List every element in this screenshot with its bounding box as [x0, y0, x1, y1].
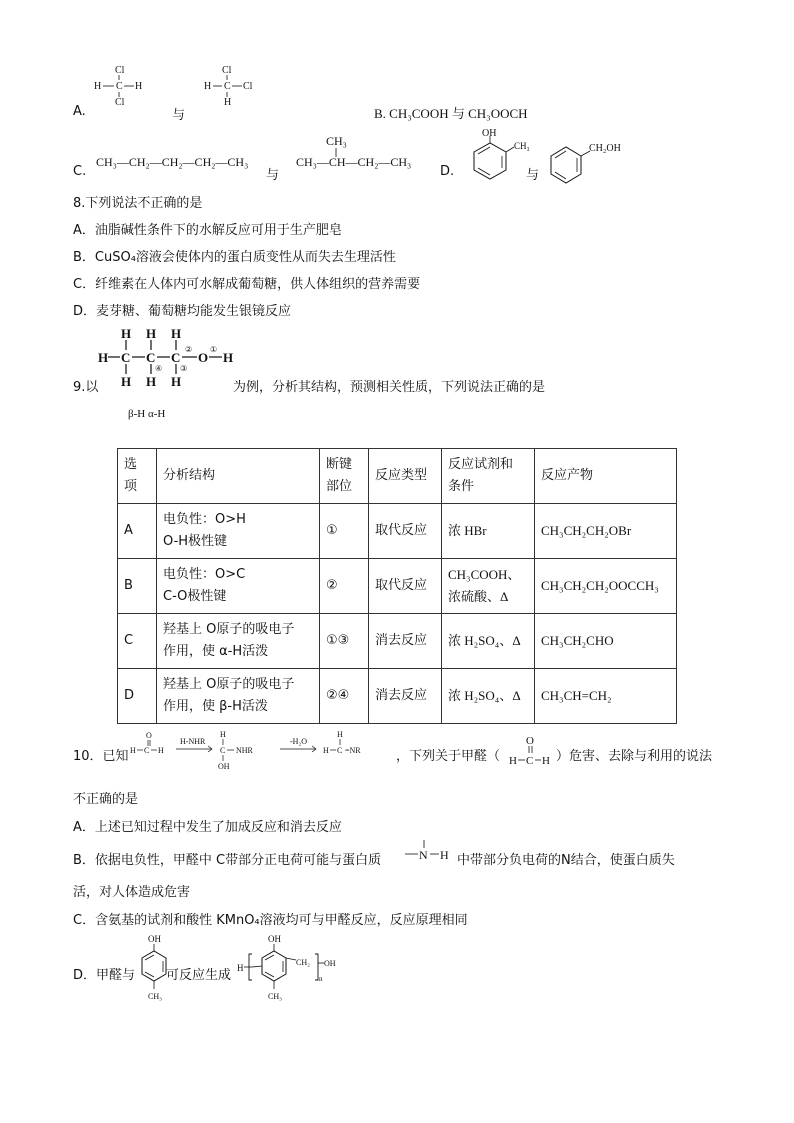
svg-text:C: C	[121, 350, 131, 365]
q9-table-header: 选 项 分析结构 断键 部位 反应类型 反应试剂和 条件 反应产物	[118, 449, 677, 504]
svg-text:C: C	[526, 755, 534, 767]
svg-text:H: H	[171, 374, 182, 389]
q7-with-c: 与	[266, 168, 280, 183]
q7-d-right-structure	[543, 136, 643, 192]
q10-option-a: A．上述已知过程中发生了加成反应和消去反应	[73, 820, 342, 835]
svg-text:Cl: Cl	[115, 65, 125, 76]
svg-text:①: ①	[210, 345, 218, 354]
svg-text:H: H	[146, 326, 157, 341]
svg-text:OH: OH	[482, 128, 497, 139]
q10-number: 10．已知	[73, 749, 129, 764]
svg-text:H: H	[121, 326, 132, 341]
q10-option-d-pre: D．甲醛与	[73, 968, 136, 983]
svg-text:NHR: NHR	[236, 746, 253, 755]
svg-text:OH: OH	[148, 934, 161, 944]
svg-text:CH₂OH: CH₂OH	[589, 143, 621, 154]
svg-text:C: C	[171, 350, 181, 365]
q10-option-b-line2: 活，对人体造成危害	[73, 885, 191, 900]
q7-c-right-branch: CH₃	[326, 134, 347, 148]
svg-text:O: O	[146, 731, 152, 740]
svg-text:H: H	[237, 963, 244, 973]
q10-stem-mid: ，下列关于甲醛（	[396, 749, 501, 764]
q10-option-b-post: 中带部分负电荷的N结合，使蛋白质失	[457, 853, 675, 868]
q8-stem: 8.下列说法不正确的是	[73, 196, 203, 211]
svg-text:n: n	[319, 975, 323, 983]
svg-text:H: H	[542, 755, 550, 767]
q10-formaldehyde-structure	[508, 734, 554, 770]
q7-d-left-structure	[452, 130, 532, 192]
svg-text:CH₂: CH₂	[296, 958, 310, 967]
q7-with-a: 与	[172, 108, 186, 123]
q9-beta-alpha-label: β-H α-H	[128, 408, 166, 420]
svg-text:H: H	[158, 746, 164, 755]
q9-number: 9.以	[73, 380, 99, 395]
q7-a-right-structure	[204, 62, 280, 112]
q10-stem-line2: 不正确的是	[73, 792, 139, 807]
svg-text:CH₃: CH₃	[148, 992, 162, 1001]
svg-text:OH: OH	[218, 762, 230, 771]
svg-text:H: H	[337, 730, 343, 739]
svg-text:-H₂O: -H₂O	[290, 737, 308, 746]
q9-propanol-structure	[94, 326, 244, 388]
q7-c-right-formula: CH₃—CH—CH₂—CH₃	[296, 155, 412, 169]
q10-nh-structure	[403, 838, 453, 864]
svg-text:C: C	[146, 350, 156, 365]
table-row: C 羟基上 O原子的吸电子 作用，使 α-H活泼 ①③ 消去反应 浓 H₂SO₄、Δ CH₃CH₂CHO	[118, 614, 677, 669]
q8-option-d: D．麦芽糖、葡萄糖均能发生银镜反应	[73, 304, 292, 319]
svg-text:H: H	[98, 350, 109, 365]
svg-text:C: C	[224, 81, 231, 92]
svg-text:H: H	[146, 374, 157, 389]
svg-text:Cl: Cl	[115, 97, 125, 108]
svg-text:H: H	[224, 97, 232, 108]
svg-text:OH: OH	[324, 959, 336, 968]
svg-text:H: H	[121, 374, 132, 389]
svg-text:H: H	[204, 81, 212, 92]
q9-table	[117, 448, 677, 724]
table-row: D 羟基上 O原子的吸电子 作用，使 β-H活泼 ②④ 消去反应 浓 H₂SO₄、Δ CH₃CH=CH₂	[118, 669, 677, 724]
q9-stem: 为例，分析其结构，预测相关性质，下列说法正确的是	[233, 380, 546, 395]
q8-option-b: B．CuSO₄溶液会使体内的蛋白质变性从而失去生理活性	[73, 250, 396, 265]
svg-text:H: H	[220, 730, 226, 739]
svg-text:H: H	[223, 350, 234, 365]
q8-option-c: C．纤维素在人体内可水解成葡萄糖，供人体组织的营养需要	[73, 277, 421, 292]
svg-text:C: C	[337, 746, 343, 755]
svg-text:④: ④	[155, 364, 163, 373]
q7-a-left-structure	[90, 62, 150, 112]
svg-text:H: H	[94, 81, 102, 92]
svg-text:Cl: Cl	[222, 65, 232, 76]
q8-option-a: A．油脂碱性条件下的水解反应可用于生产肥皂	[73, 223, 342, 238]
svg-text:CH₃: CH₃	[268, 992, 282, 1001]
table-row: A 电负性：O>H O-H极性键 ① 取代反应 浓 HBr CH₃CH₂CH₂OBr	[118, 504, 677, 559]
q7-with-d: 与	[526, 168, 540, 183]
svg-text:CH₃: CH₃	[514, 141, 530, 151]
svg-text:H: H	[323, 746, 329, 755]
svg-text:C: C	[116, 81, 123, 92]
q10-option-c: C．含氨基的试剂和酸性 KMnO₄溶液均可与甲醛反应，反应原理相同	[73, 913, 468, 928]
svg-text:Cl: Cl	[243, 81, 253, 92]
q7-c-left-formula: CH₃—CH₂—CH₂—CH₂—CH₃	[96, 155, 249, 169]
svg-text:H: H	[171, 326, 182, 341]
q10-reaction-scheme	[128, 728, 398, 774]
q7-option-a-label: A.	[73, 104, 86, 119]
svg-text:OH: OH	[268, 934, 281, 944]
svg-text:③: ③	[180, 364, 188, 373]
svg-text:②: ②	[185, 345, 193, 354]
svg-text:H: H	[130, 746, 136, 755]
svg-text:O: O	[198, 350, 209, 365]
svg-text:O: O	[526, 735, 534, 747]
q10-option-b-pre: B．依据电负性，甲醛中 C带部分正电荷可能与蛋白质	[73, 853, 382, 868]
q10-stem-tail: ）危害、去除与利用的说法	[556, 749, 713, 764]
q7-option-d-label: D.	[440, 164, 455, 179]
q10-option-d-mid: 可反应生成	[166, 968, 232, 983]
svg-text:=NR: =NR	[345, 746, 361, 755]
svg-text:C: C	[220, 746, 226, 755]
table-row: B 电负性：O>C C-O极性键 ② 取代反应 CH₃COOH、 浓硫酸、Δ CH₃CH₂CH₂OOCCH₃	[118, 559, 677, 614]
svg-text:H: H	[135, 81, 143, 92]
svg-text:H-NHR: H-NHR	[180, 737, 206, 746]
svg-text:C: C	[144, 746, 150, 755]
q7-option-b: B. CH₃COOH 与 CH₃OOCH	[374, 106, 528, 121]
svg-text:N: N	[419, 848, 428, 862]
q10-d-polymer-structure	[238, 932, 348, 1008]
svg-text:H: H	[509, 755, 517, 767]
q7-option-c-label: C.	[73, 164, 87, 179]
svg-text:H: H	[440, 848, 449, 862]
